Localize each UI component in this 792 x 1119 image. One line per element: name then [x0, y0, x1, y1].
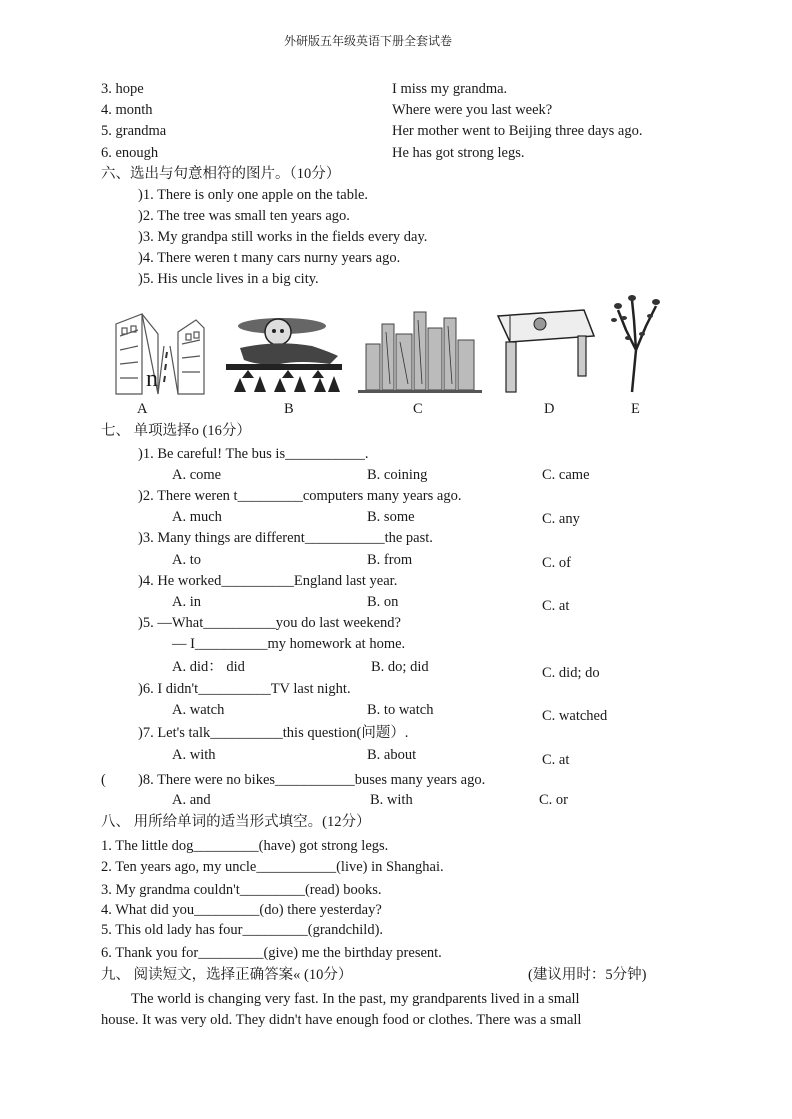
section6-item-3: )3. My grandpa still works in the fields every day.	[138, 229, 428, 245]
q3-opt-b: B. from	[367, 552, 413, 568]
q8-paren: (	[101, 772, 106, 788]
farmer-picture	[220, 304, 344, 396]
q4-opt-a: A. in	[172, 594, 201, 610]
q4-opt-c: C. at	[542, 598, 570, 614]
section6-item-4: )4. There weren t many cars nurny years ago.	[138, 250, 401, 266]
q1-opt-a: A. come	[172, 467, 222, 483]
q2-opt-a: A. much	[172, 509, 222, 525]
section6-item-1: )1. There is only one apple on the table.	[138, 187, 369, 203]
match-right-1: I miss my grandma.	[392, 81, 508, 97]
q7-opt-b: B. about	[367, 747, 417, 763]
section6-item-2: )2. The tree was small ten years ago.	[138, 208, 350, 224]
tree-picture	[606, 290, 666, 394]
q5-opt-a: A. did： did	[172, 659, 245, 675]
q2-opt-b: B. some	[367, 509, 415, 525]
section7-title: 七、 单项选择o (16分）	[101, 423, 251, 439]
pic-label-d: D	[544, 401, 555, 417]
passage-line-2: house. It was very old. They didn't have enough food or clothes. There was a small	[101, 1012, 582, 1028]
q1-opt-c: C. came	[542, 467, 590, 483]
match-left-1: 3. hope	[101, 81, 144, 97]
q5-line2: — I__________my homework at home.	[172, 636, 406, 652]
pic-label-b: B	[284, 401, 294, 417]
pic-label-c: C	[413, 401, 423, 417]
q8: )8. There were no bikes___________buses many years ago.	[138, 772, 486, 788]
section8-item-3: 3. My grandma couldn't_________(read) books.	[101, 882, 382, 898]
match-left-4: 6. enough	[101, 145, 159, 161]
q6-opt-c: C. watched	[542, 708, 608, 724]
q1-opt-b: B. coining	[367, 467, 428, 483]
stray-letter: n	[146, 366, 158, 392]
q2-opt-c: C. any	[542, 511, 580, 527]
q6: )6. I didn't__________TV last night.	[138, 681, 351, 697]
street-picture	[112, 306, 206, 396]
q8-opt-a: A. and	[172, 792, 211, 808]
q8-opt-c: C. or	[539, 792, 568, 808]
section8-item-4: 4. What did you_________(do) there yesterday?	[101, 902, 382, 918]
q5-opt-b: B. do; did	[371, 659, 429, 675]
section8-item-6: 6. Thank you for_________(give) me the birthday present.	[101, 945, 442, 961]
table-picture	[494, 306, 598, 396]
q5: )5. —What__________you do last weekend?	[138, 615, 401, 631]
section9-title: 九、 阅读短文，选择正确答案« (10分）	[101, 967, 353, 983]
q4-opt-b: B. on	[367, 594, 399, 610]
q7-opt-c: C. at	[542, 752, 570, 768]
q5-opt-c: C. did; do	[542, 665, 600, 681]
q1: )1. Be careful! The bus is___________.	[138, 446, 369, 462]
match-right-3: Her mother went to Beijing three days ago.	[392, 123, 643, 139]
q6-opt-a: A. watch	[172, 702, 225, 718]
q4: )4. He worked__________England last year.	[138, 573, 398, 589]
match-right-2: Where were you last week?	[392, 102, 553, 118]
match-left-3: 5. grandma	[101, 123, 167, 139]
q7: )7. Let's talk__________this question(问题）.	[138, 725, 409, 741]
q8-opt-b: B. with	[370, 792, 413, 808]
passage-line-1: The world is changing very fast. In the past, my grandparents lived in a small	[131, 991, 580, 1007]
city-picture	[358, 304, 482, 394]
q3-opt-c: C. of	[542, 555, 571, 571]
section8-title: 八、 用所给单词的适当形式填空。(12分）	[101, 814, 371, 830]
q7-opt-a: A. with	[172, 747, 216, 763]
section6-title: 六、选出与句意相符的图片。（10分）	[101, 166, 341, 182]
q2: )2. There weren t_________computers many years ago.	[138, 488, 462, 504]
section8-item-1: 1. The little dog_________(have) got strong legs.	[101, 838, 389, 854]
section9-time-hint: (建议用时：5分钟)	[528, 967, 647, 983]
q3: )3. Many things are different___________the past.	[138, 530, 433, 546]
section8-item-2: 2. Ten years ago, my uncle___________(live) in Shanghai.	[101, 859, 444, 875]
section6-item-5: )5. His uncle lives in a big city.	[138, 271, 319, 287]
page-header: 外研版五年级英语下册全套试卷	[284, 34, 453, 48]
match-left-2: 4. month	[101, 102, 153, 118]
section8-item-5: 5. This old lady has four_________(grandchild).	[101, 922, 384, 938]
pic-label-a: A	[137, 401, 148, 417]
q3-opt-a: A. to	[172, 552, 201, 568]
match-right-4: He has got strong legs.	[392, 145, 525, 161]
pic-label-e: E	[631, 401, 640, 417]
q6-opt-b: B. to watch	[367, 702, 434, 718]
